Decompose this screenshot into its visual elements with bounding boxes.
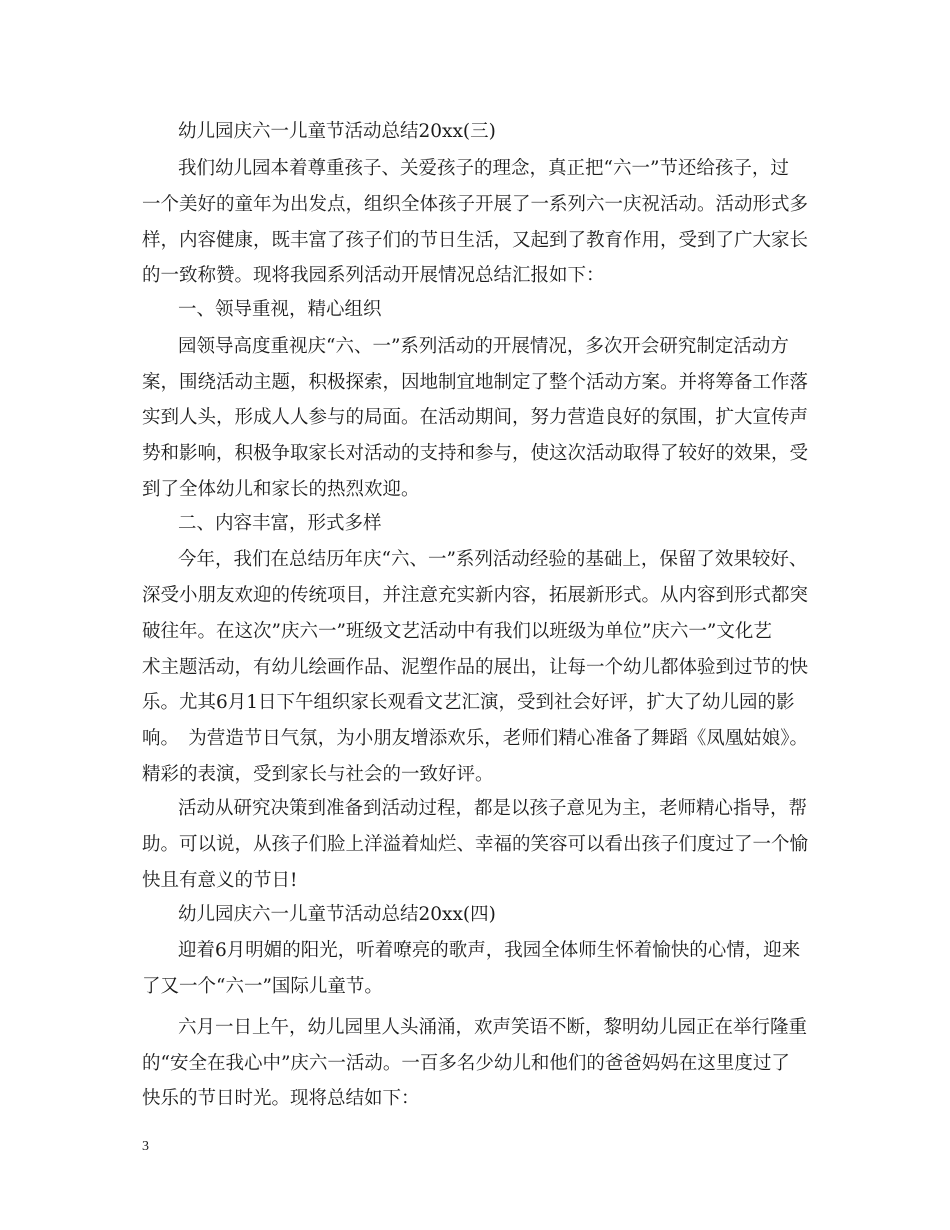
subheading: 二、内容丰富，形式多样: [178, 513, 382, 534]
paragraph-line: 实到人头，形成人人参与的局面。在活动期间，努力营造良好的氛围，扩大宣传声: [142, 407, 809, 428]
paragraph-line: 样，内容健康，既丰富了孩子们的节日生活，又起到了教育作用，受到了广大家长: [142, 230, 809, 251]
subheading: 一、领导重视，精心组织: [178, 299, 382, 320]
paragraph-line: 一个美好的童年为出发点，组织全体孩子开展了一系列六一庆祝活动。活动形式多: [142, 194, 809, 215]
paragraph-line: 我们幼儿园本着尊重孩子、关爱孩子的理念，真正把“六一”节还给孩子，过: [178, 158, 789, 179]
page-number: 3: [142, 1139, 149, 1154]
paragraph-line: 深受小朋友欢迎的传统项目，并注意充实新内容，拓展新形式。从内容到形式都突: [142, 585, 809, 606]
paragraph-line: 了又一个“六一”国际儿童节。: [142, 976, 383, 997]
paragraph-line: 迎着6月明媚的阳光，听着嘹亮的歌声，我园全体师生怀着愉快的心情，迎来: [178, 940, 801, 961]
paragraph-line: 破往年。在这次”庆六一”班级文艺活动中有我们以班级为单位”庆六一”文化艺: [142, 621, 772, 642]
paragraph-line: 精彩的表演，受到家长与社会的一致好评。: [142, 764, 494, 785]
paragraph-line: 响。 为营造节日气氛，为小朋友增添欢乐，老师们精心准备了舞蹈《凤凰姑娘》。: [142, 728, 809, 749]
paragraph-line: 乐。尤其6月1日下午组织家长观看文艺汇演，受到社会好评，扩大了幼儿园的影: [142, 692, 795, 713]
paragraph-line: 到了全体幼儿和家长的热烈欢迎。: [142, 479, 420, 500]
paragraph-line: 今年，我们在总结历年庆“六、一”系列活动经验的基础上，保留了效果较好、: [178, 549, 808, 570]
paragraph-line: 术主题活动，有幼儿绘画作品、泥塑作品的展出，让每一个幼儿都体验到过节的快: [142, 657, 809, 678]
paragraph-line: 助。可以说，从孩子们脸上洋溢着灿烂、幸福的笑容可以看出孩子们度过了一个愉: [142, 834, 809, 855]
paragraph-line: 活动从研究决策到准备到活动过程，都是以孩子意见为主，老师精心指导，帮: [178, 798, 808, 819]
paragraph-line: 园领导高度重视庆“六、一”系列活动的开展情况，多次开会研究制定活动方: [178, 336, 789, 357]
paragraph-line: 的一致称赞。现将我园系列活动开展情况总结汇报如下：: [142, 265, 605, 286]
section-title: 幼儿园庆六一儿童节活动总结20xx(三): [178, 121, 496, 142]
paragraph-line: 六月一日上午，幼儿园里人头涌涌，欢声笑语不断，黎明幼儿园正在举行隆重: [178, 1017, 808, 1038]
paragraph-line: 快乐的节日时光。现将总结如下：: [142, 1088, 420, 1109]
paragraph-line: 势和影响，积极争取家长对活动的支持和参与，使这次活动取得了较好的效果，受: [142, 443, 809, 464]
paragraph-line: 的“安全在我心中”庆六一活动。一百多名少幼儿和他们的爸爸妈妈在这里度过了: [142, 1053, 790, 1074]
paragraph-line: 快且有意义的节日!: [142, 870, 298, 891]
section-title: 幼儿园庆六一儿童节活动总结20xx(四): [178, 904, 496, 925]
paragraph-line: 案，围绕活动主题，积极探索，因地制宜地制定了整个活动方案。并将筹备工作落: [142, 372, 809, 393]
